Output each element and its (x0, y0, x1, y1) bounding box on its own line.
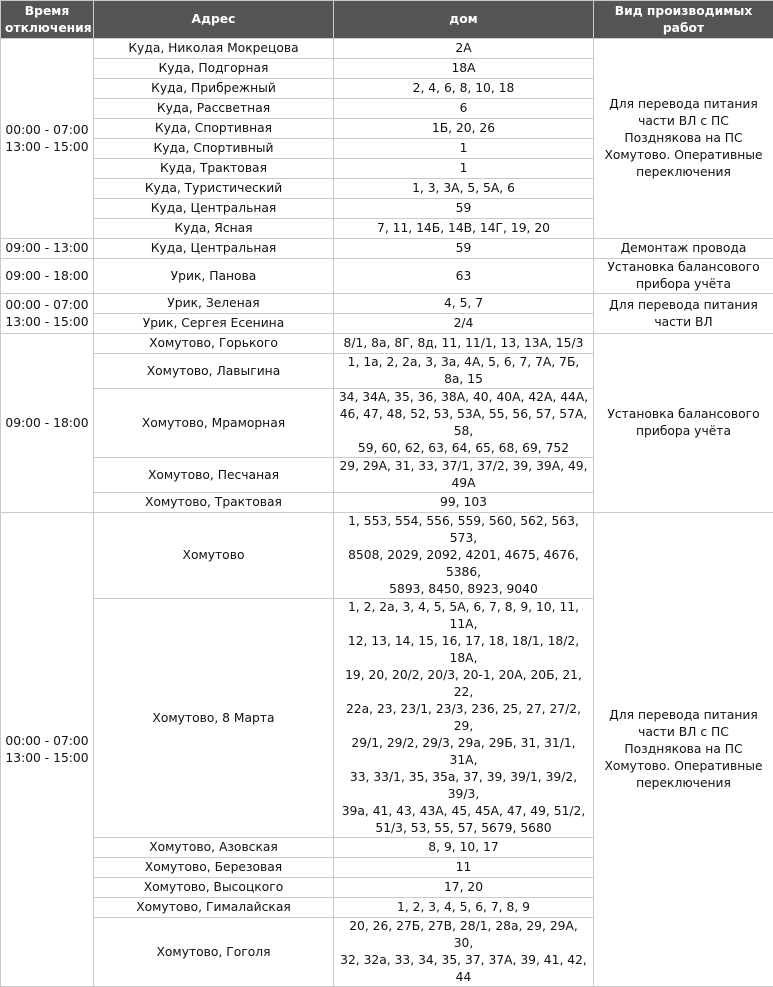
houses-cell (334, 99, 594, 119)
work-type-cell (594, 259, 773, 294)
work-type-cell (594, 39, 773, 239)
table-row (1, 259, 773, 294)
houses-line: 5893, 8450, 8923, 9040 (338, 581, 589, 598)
address-cell: Хомутово, 8 Марта (94, 599, 334, 838)
houses-cell (334, 898, 594, 918)
houses-cell (334, 294, 594, 314)
address-cell: Куда, Николая Мокрецова (94, 39, 334, 59)
table-row (1, 239, 773, 259)
houses-line: 1, 1а, 2, 2а, 3, 3а, 4А, 5, 6, 7, 7А, 7Б, 8а, 15 (338, 354, 589, 388)
houses-line: 59, 60, 62, 63, 64, 65, 68, 69, 752 (338, 440, 589, 457)
address-cell: Хомутово, Трактовая (94, 493, 334, 513)
outage-time-cell (1, 239, 94, 259)
houses-cell (334, 458, 594, 493)
table-row (1, 39, 773, 59)
work-type-line: переключения (600, 775, 767, 792)
outage-time: 13:00 - 15:00 (3, 139, 91, 156)
address-cell: Куда, Трактовая (94, 159, 334, 179)
houses-cell (334, 354, 594, 389)
work-type-line: Хомутово. Оперативные (600, 147, 767, 164)
houses-line: 17, 20 (338, 879, 589, 896)
houses-cell (334, 179, 594, 199)
houses-line: 2А (338, 40, 589, 57)
houses-cell (334, 79, 594, 99)
houses-cell (334, 159, 594, 179)
header-row (1, 1, 773, 39)
houses-line: 18А (338, 60, 589, 77)
houses-line: 49А (338, 475, 589, 492)
outage-time: 00:00 - 07:00 (3, 297, 91, 314)
houses-cell (334, 239, 594, 259)
houses-cell (334, 139, 594, 159)
address-cell: Урик, Панова (94, 259, 334, 294)
houses-cell (334, 599, 594, 838)
header-time: Время отключения (1, 1, 94, 39)
houses-cell (334, 878, 594, 898)
work-type-line: Позднякова на ПС (600, 130, 767, 147)
address-cell: Хомутово (94, 513, 334, 599)
work-type-line: Установка балансового (600, 259, 767, 276)
address-cell: Куда, Центральная (94, 239, 334, 259)
houses-line: 8508, 2029, 2092, 4201, 4675, 4676, 5386, (338, 547, 589, 581)
work-type-line: Позднякова на ПС (600, 741, 767, 758)
header-house: дом (334, 1, 594, 39)
address-cell: Хомутово, Высоцкого (94, 878, 334, 898)
work-type-line: Для перевода питания (600, 96, 767, 113)
houses-line: 7, 11, 14Б, 14В, 14Г, 19, 20 (338, 220, 589, 237)
houses-cell (334, 858, 594, 878)
work-type-line: Установка балансового (600, 406, 767, 423)
address-cell: Куда, Ясная (94, 219, 334, 239)
outage-time: 13:00 - 15:00 (3, 750, 91, 767)
outage-time-cell (1, 334, 94, 513)
work-type-line: части ВЛ с ПС (600, 724, 767, 741)
address-cell: Куда, Центральная (94, 199, 334, 219)
outage-time: 09:00 - 18:00 (3, 415, 91, 432)
houses-line: 63 (338, 268, 589, 285)
houses-line: 33, 33/1, 35, 35а, 37, 39, 39/1, 39/2, 39/3, (338, 769, 589, 803)
houses-cell (334, 219, 594, 239)
outage-time-cell (1, 513, 94, 987)
work-type-cell (594, 294, 773, 334)
address-cell: Хомутово, Лавыгина (94, 354, 334, 389)
houses-line: 99, 103 (338, 494, 589, 511)
outage-time-cell (1, 294, 94, 334)
address-cell: Хомутово, Горького (94, 334, 334, 354)
houses-cell (334, 838, 594, 858)
houses-line: 51/3, 53, 55, 57, 5679, 5680 (338, 820, 589, 837)
houses-line: 4, 5, 7 (338, 295, 589, 312)
houses-line: 8, 9, 10, 17 (338, 839, 589, 856)
table-row (1, 334, 773, 354)
houses-line: 1, 553, 554, 556, 559, 560, 562, 563, 573, (338, 513, 589, 547)
address-cell: Хомутово, Гоголя (94, 918, 334, 987)
houses-cell (334, 918, 594, 987)
outage-time: 00:00 - 07:00 (3, 733, 91, 750)
houses-line: 1Б, 20, 26 (338, 120, 589, 137)
houses-line: 22а, 23, 23/1, 23/3, 236, 25, 27, 27/2, 29, (338, 701, 589, 735)
work-type-line: Хомутово. Оперативные (600, 758, 767, 775)
work-type-cell (594, 513, 773, 987)
address-cell: Хомутово, Березовая (94, 858, 334, 878)
work-type-line: Для перевода питания (600, 707, 767, 724)
work-type-line: прибора учёта (600, 276, 767, 293)
houses-line: 29, 29А, 31, 33, 37/1, 37/2, 39, 39А, 49, (338, 458, 589, 475)
houses-line: 12, 13, 14, 15, 16, 17, 18, 18/1, 18/2, 18А, (338, 633, 589, 667)
houses-cell (334, 59, 594, 79)
houses-cell (334, 119, 594, 139)
houses-line: 39а, 41, 43, 43А, 45, 45А, 47, 49, 51/2, (338, 803, 589, 820)
houses-line: 20, 26, 27Б, 27В, 28/1, 28а, 29, 29А, 30, (338, 918, 589, 952)
houses-cell (334, 199, 594, 219)
work-type-cell (594, 239, 773, 259)
houses-line: 1, 2, 2а, 3, 4, 5, 5А, 6, 7, 8, 9, 10, 11, 11А, (338, 599, 589, 633)
houses-cell (334, 493, 594, 513)
outage-time: 09:00 - 18:00 (3, 268, 91, 285)
outage-time: 00:00 - 07:00 (3, 122, 91, 139)
outage-time-cell (1, 39, 94, 239)
houses-line: 11 (338, 859, 589, 876)
address-cell: Хомутово, Мраморная (94, 389, 334, 458)
houses-line: 59 (338, 240, 589, 257)
work-type-cell (594, 334, 773, 513)
houses-cell (334, 513, 594, 599)
houses-line: 34, 34А, 35, 36, 38А, 40, 40А, 42А, 44А, (338, 389, 589, 406)
table-row (1, 294, 773, 314)
address-cell: Куда, Туристический (94, 179, 334, 199)
address-cell: Хомутово, Гималайская (94, 898, 334, 918)
address-cell: Куда, Прибрежный (94, 79, 334, 99)
work-type-line: переключения (600, 164, 767, 181)
houses-line: 59 (338, 200, 589, 217)
houses-cell (334, 39, 594, 59)
header-address: Адрес (94, 1, 334, 39)
houses-line: 2, 4, 6, 8, 10, 18 (338, 80, 589, 97)
address-cell: Куда, Рассветная (94, 99, 334, 119)
address-cell: Урик, Зеленая (94, 294, 334, 314)
houses-line: 2/4 (338, 315, 589, 332)
houses-line: 46, 47, 48, 52, 53, 53А, 55, 56, 57, 57А, 58, (338, 406, 589, 440)
houses-line: 32, 32а, 33, 34, 35, 37, 37А, 39, 41, 42, 44 (338, 952, 589, 986)
work-type-line: Для перевода питания (600, 297, 767, 314)
address-cell: Хомутово, Песчаная (94, 458, 334, 493)
houses-line: 1 (338, 160, 589, 177)
work-type-line: прибора учёта (600, 423, 767, 440)
houses-line: 19, 20, 20/2, 20/3, 20-1, 20А, 20Б, 21, 22, (338, 667, 589, 701)
houses-cell (334, 389, 594, 458)
address-cell: Куда, Подгорная (94, 59, 334, 79)
work-type-line: части ВЛ с ПС (600, 113, 767, 130)
address-cell: Урик, Сергея Есенина (94, 314, 334, 334)
houses-cell (334, 334, 594, 354)
houses-line: 1, 3, 3А, 5, 5А, 6 (338, 180, 589, 197)
houses-line: 6 (338, 100, 589, 117)
houses-cell (334, 259, 594, 294)
header-work: Вид производимых работ (594, 1, 773, 39)
work-type-line: части ВЛ (600, 314, 767, 331)
outage-time: 09:00 - 13:00 (3, 240, 91, 257)
houses-line: 1 (338, 140, 589, 157)
outage-time: 13:00 - 15:00 (3, 314, 91, 331)
houses-line: 8/1, 8а, 8Г, 8д, 11, 11/1, 13, 13А, 15/3 (338, 335, 589, 352)
address-cell: Хомутово, Азовская (94, 838, 334, 858)
houses-cell (334, 314, 594, 334)
outage-time-cell (1, 259, 94, 294)
address-cell: Куда, Спортивная (94, 119, 334, 139)
table-row (1, 513, 773, 599)
address-cell: Куда, Спортивный (94, 139, 334, 159)
houses-line: 1, 2, 3, 4, 5, 6, 7, 8, 9 (338, 899, 589, 916)
work-type-line: Демонтаж провода (600, 240, 767, 257)
houses-line: 29/1, 29/2, 29/3, 29а, 29Б, 31, 31/1, 31А, (338, 735, 589, 769)
